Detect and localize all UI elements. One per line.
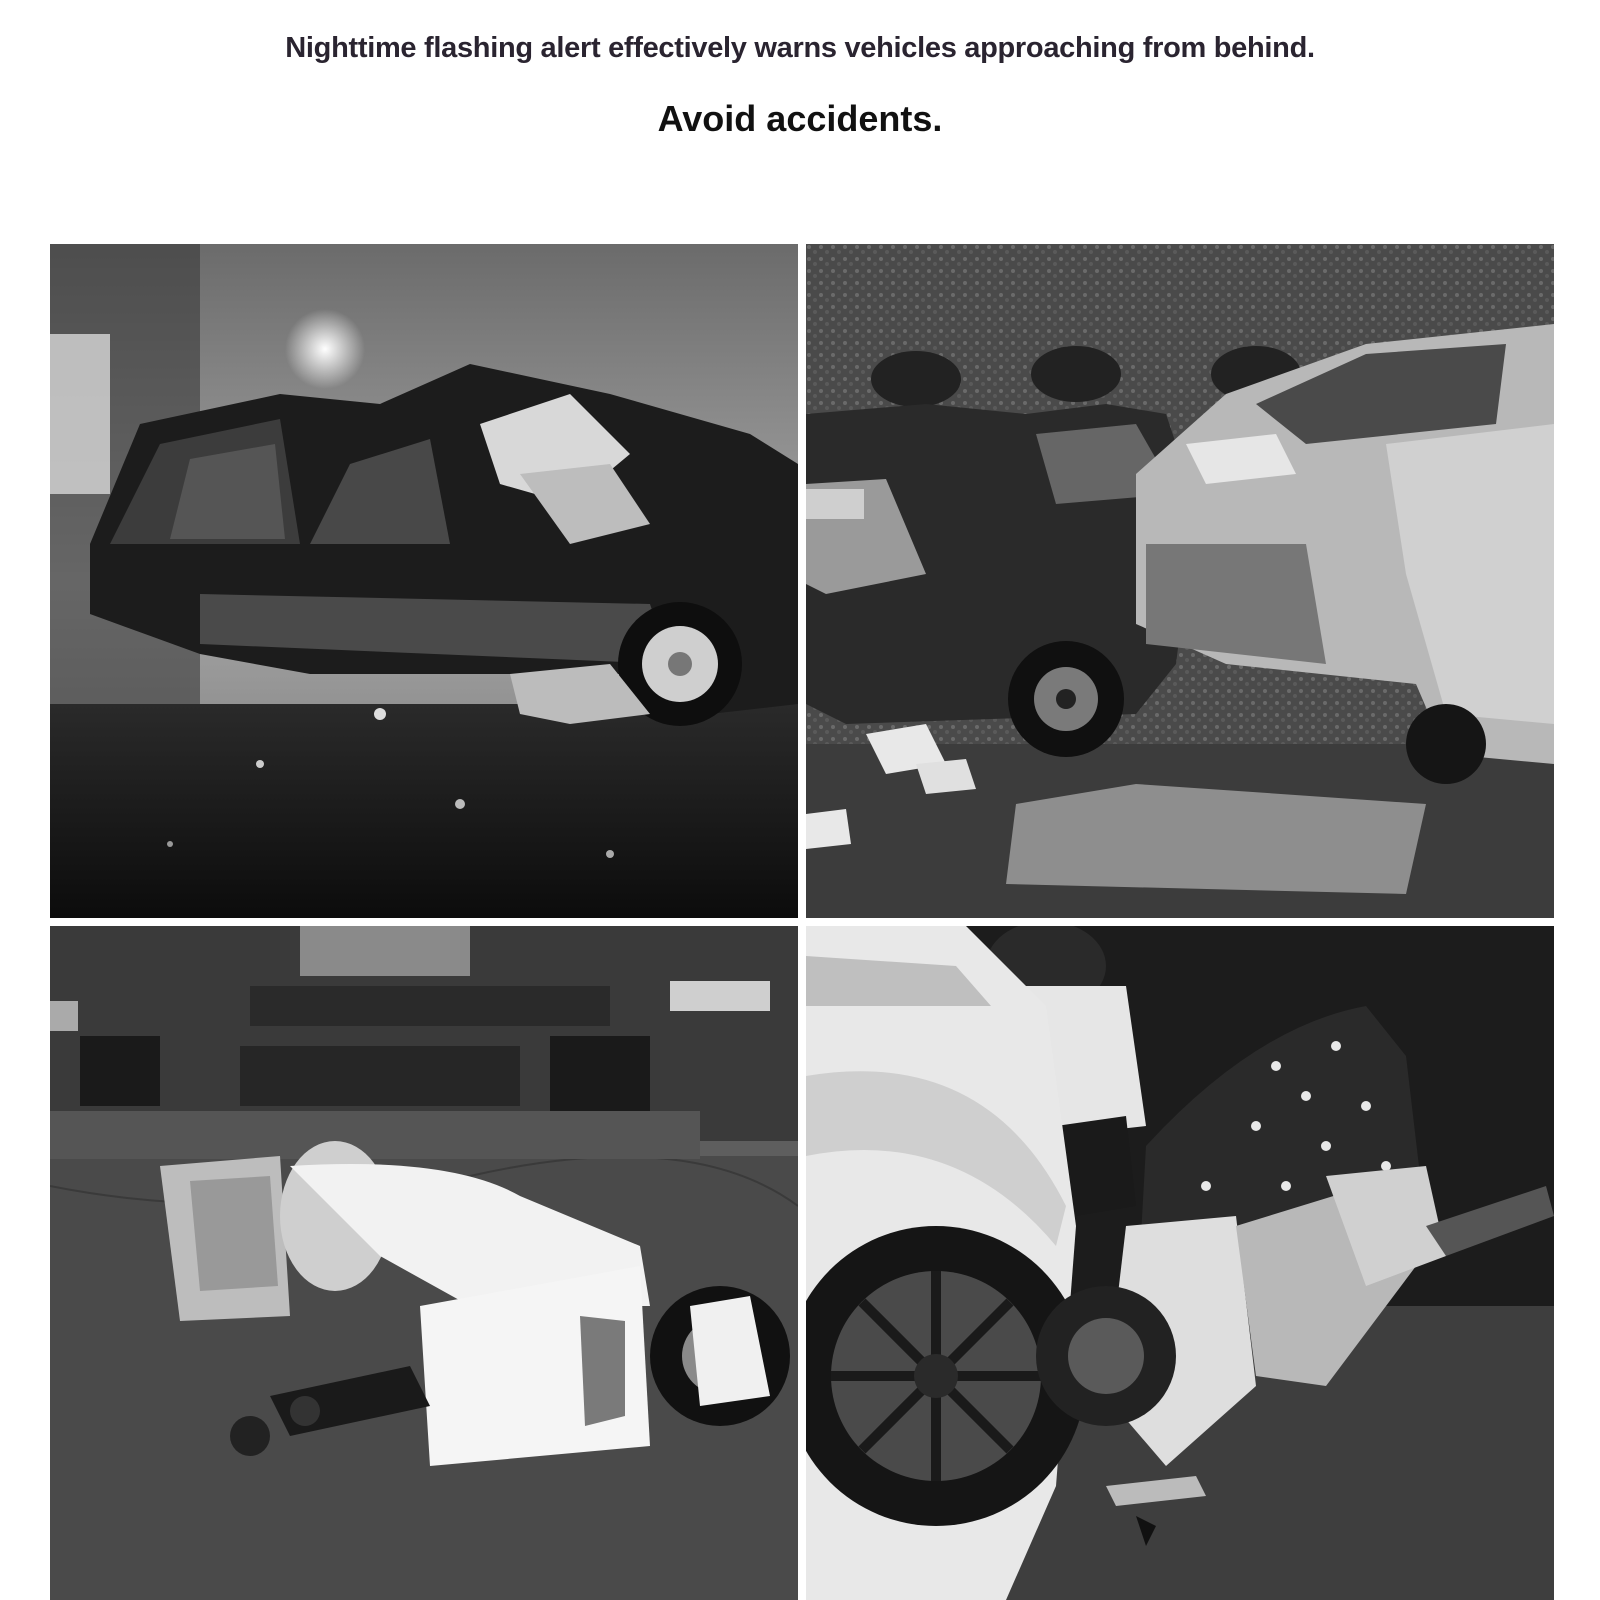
headline-line-2: Avoid accidents. — [657, 98, 943, 139]
scooter-under-truck-photo — [50, 926, 798, 1600]
motorbike-hit-by-car-photo — [806, 926, 1554, 1600]
headline-line-1: Nighttime flashing alert effectively warns vehicles approaching from behind. — [285, 32, 1315, 64]
wrecked-car-night-photo — [50, 244, 798, 918]
two-car-collision-photo — [806, 244, 1554, 918]
accident-photo-grid — [50, 244, 1554, 1600]
